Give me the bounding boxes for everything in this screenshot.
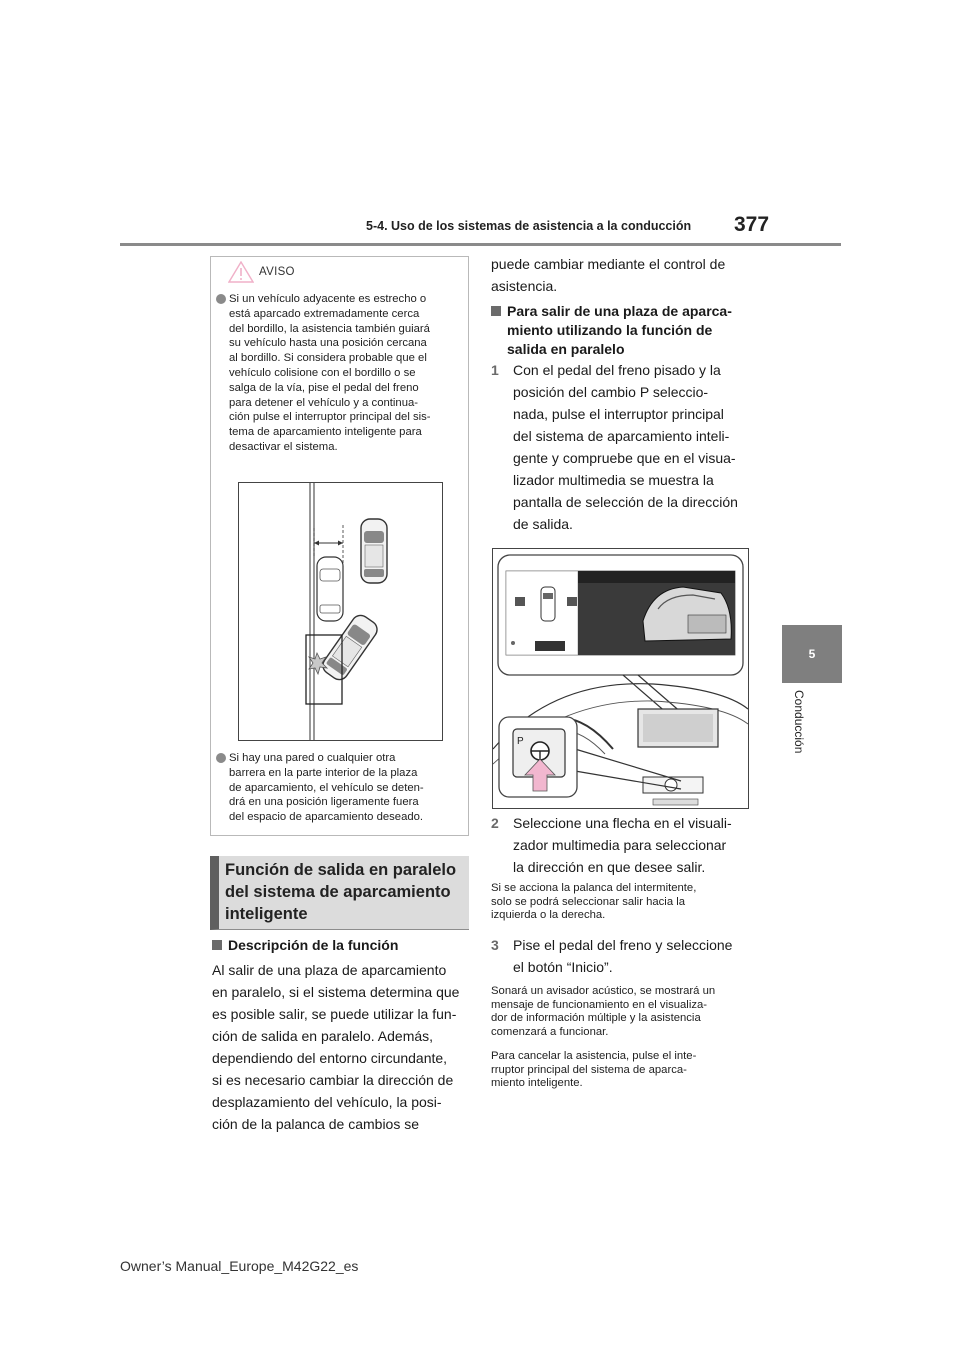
parked-car-icon <box>361 519 387 583</box>
warning-line: está aparcado extremadamente cerca <box>229 307 420 320</box>
description-line: Al salir de una plaza de aparcamiento <box>212 962 447 978</box>
parking-illustration <box>238 482 443 741</box>
procedure-heading <box>491 302 732 359</box>
step-line: Con el pedal del freno pisado y la <box>513 362 721 378</box>
warning-line: Si hay una pared o cualquier otra <box>229 752 396 764</box>
square-bullet-icon <box>491 306 501 316</box>
warning-title: AVISO <box>259 266 295 278</box>
procedure-note <box>491 882 696 923</box>
header-rule <box>120 243 841 246</box>
description-text <box>212 959 459 1135</box>
description-line: en paralelo, si el sistema determina que <box>212 984 460 1000</box>
topic-heading <box>210 856 469 930</box>
step-line: del sistema de aparcamiento inteli- <box>513 428 730 444</box>
exiting-car-icon <box>319 612 380 683</box>
page-number: 377 <box>734 213 770 236</box>
procedure-note <box>491 985 715 1039</box>
topic-heading-line: del sistema de aparcamiento <box>225 883 451 901</box>
step-line: zador multimedia para seleccionar <box>513 837 727 853</box>
description-line: desplazamiento del vehículo, la posi- <box>212 1094 442 1110</box>
warning-triangle-icon <box>228 261 254 283</box>
console-diagram-svg <box>493 549 748 808</box>
warning-box <box>210 256 469 836</box>
warning-line: drá en una posición ligeramente fuera <box>229 796 419 809</box>
step-number: 1 <box>491 362 499 378</box>
note-line: miento inteligente. <box>491 1077 583 1090</box>
step-line: Pise el pedal del freno y seleccione <box>513 937 733 953</box>
warning-line: ción pulse el interruptor principal del sis- <box>229 411 431 424</box>
description-line: si es necesario cambiar la dirección de <box>212 1072 454 1088</box>
shift-p-label: P <box>517 736 524 747</box>
warning-line: vehículo colisione con el bordillo o se <box>229 366 416 379</box>
warning-line: del bordillo, la asistencia también guiará <box>229 322 430 335</box>
warning-line: al bordillo. Si considera probable que el <box>229 352 427 365</box>
step-line: pantalla de selección de la dirección <box>513 494 738 510</box>
topic-heading-line: Función de salida en paralelo <box>225 861 457 879</box>
step-line: el botón “Inicio”. <box>513 959 613 975</box>
step-number: 2 <box>491 815 499 831</box>
note-line: Para cancelar la asistencia, pulse el inte- <box>491 1050 697 1062</box>
description-heading <box>212 936 398 955</box>
warning-line: para detener el vehículo y a continua- <box>229 396 419 409</box>
procedure-heading-line: Para salir de una plaza de aparca- <box>507 303 732 319</box>
topic-heading-line: inteligente <box>225 905 308 923</box>
note-line: izquierda o la derecha. <box>491 909 606 922</box>
step-line: de salida. <box>513 516 573 532</box>
note-line: mensaje de funcionamiento en el visualiza- <box>491 998 708 1011</box>
section-title: 5-4. Uso de los sistemas de asistencia a la conducción <box>366 219 692 233</box>
footer-text: Owner’s Manual_Europe_M42G22_es <box>120 1258 359 1274</box>
description-line: asistencia. <box>491 278 558 294</box>
parking-diagram-svg <box>239 483 442 740</box>
step-line: posición del cambio P seleccio- <box>513 384 709 400</box>
step-line: la dirección en que desee salir. <box>513 859 706 875</box>
step-line: Seleccione una flecha en el visuali- <box>513 815 732 831</box>
warning-header <box>211 257 468 289</box>
note-line: Sonará un avisador acústico, se mostrará un <box>491 985 716 997</box>
procedure-step <box>491 934 732 978</box>
procedure-step <box>491 812 732 878</box>
console-illustration <box>492 548 749 809</box>
warning-line: su vehículo hasta una posición cercana <box>229 337 427 350</box>
step-line: nada, pulse el interruptor principal <box>513 406 724 422</box>
warning-line: del espacio de aparcamiento deseado. <box>229 811 424 824</box>
warning-line: Si un vehículo adyacente es estrecho o <box>229 293 427 305</box>
note-line: rruptor principal del sistema de aparca- <box>491 1063 687 1076</box>
chapter-label: Conducción <box>792 690 806 754</box>
warning-line: salga de la vía, pise el pedal del freno <box>229 381 419 394</box>
warning-line: desactivar el sistema. <box>229 440 338 453</box>
note-line: solo se podrá seleccionar salir hacia la <box>491 895 686 908</box>
description-heading-text: Descripción de la función <box>228 937 399 953</box>
note-line: Si se acciona la palanca del intermitente, <box>491 882 697 894</box>
step-line: lizador multimedia se muestra la <box>513 472 714 488</box>
description-line: es posible salir, se puede utilizar la fun- <box>212 1006 457 1022</box>
procedure-note <box>491 1050 696 1091</box>
bullet-dot-icon <box>216 294 226 304</box>
procedure-heading-line: miento utilizando la función de <box>507 322 713 338</box>
description-line: dependiendo del entorno circundante, <box>212 1050 448 1066</box>
warning-line: barrera en la parte interior de la plaza <box>229 766 418 779</box>
description-line: ción de salida en paralelo. Además, <box>212 1028 434 1044</box>
chapter-tab[interactable]: 5 <box>782 625 842 683</box>
description-line: puede cambiar mediante el control de <box>491 256 726 272</box>
step-line: gente y compruebe que en el visua- <box>513 450 736 466</box>
warning-item <box>216 292 464 455</box>
note-line: comenzará a funcionar. <box>491 1025 609 1038</box>
procedure-heading-line: salida en paralelo <box>507 341 625 357</box>
step-number: 3 <box>491 937 499 953</box>
parked-car-icon <box>317 557 343 621</box>
procedure-step <box>491 359 738 535</box>
bullet-dot-icon <box>216 753 226 763</box>
warning-item <box>216 751 464 825</box>
note-line: dor de información múltiple y la asistencia <box>491 1012 701 1025</box>
square-bullet-icon <box>212 940 222 950</box>
warning-line: de aparcamiento, el vehículo se deten- <box>229 781 424 794</box>
description-continuation <box>491 253 725 297</box>
warning-line: tema de aparcamiento inteligente para <box>229 426 422 439</box>
description-line: ción de la palanca de cambios se <box>212 1116 420 1132</box>
